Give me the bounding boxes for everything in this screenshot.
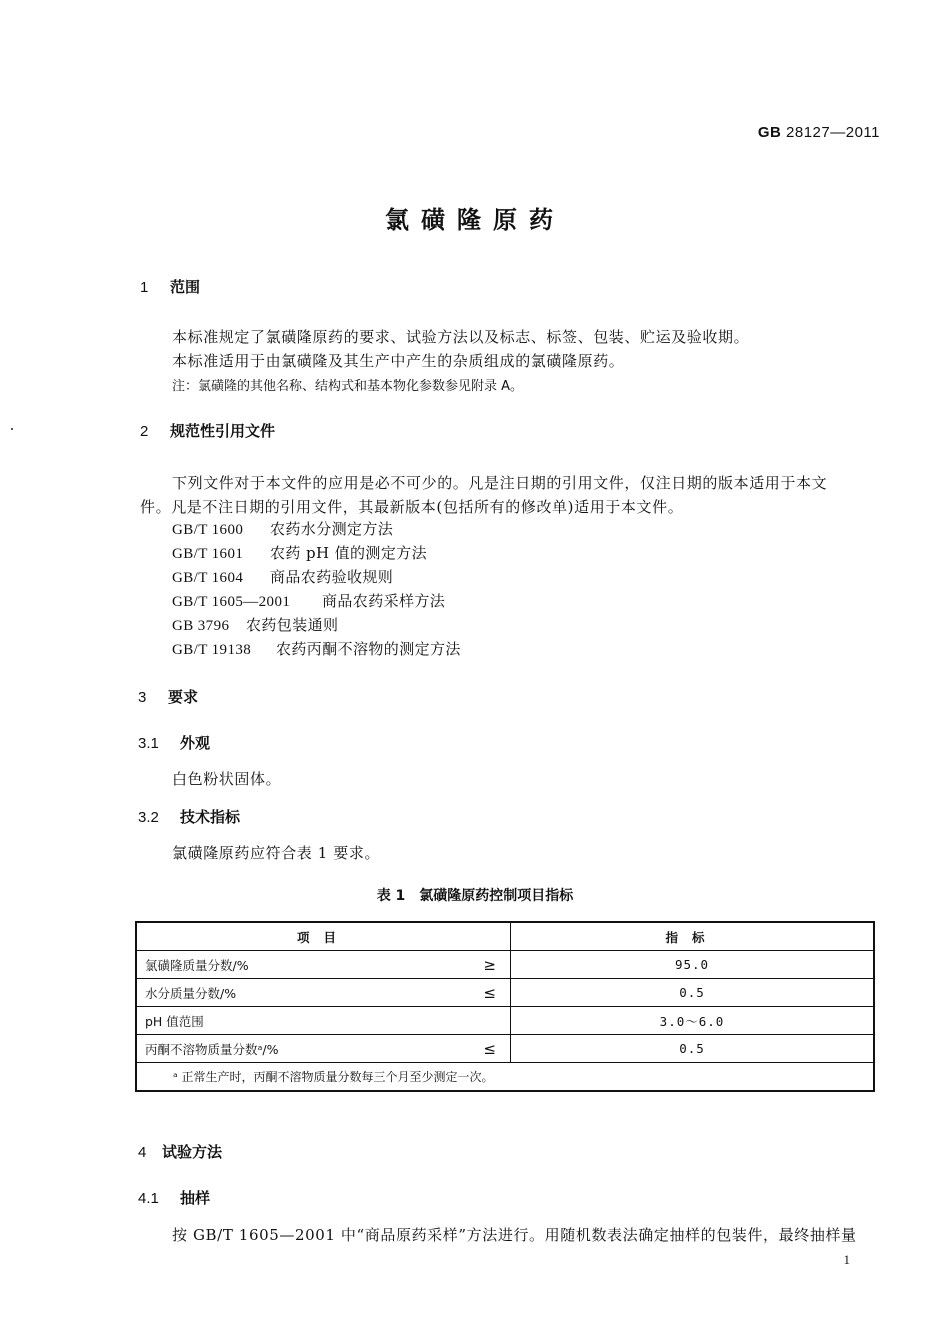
header-item: 项目 [136, 922, 511, 951]
section-1-note: 注：氯磺隆的其他名称、结构式和基本物化参数参见附录 A。 [172, 379, 524, 394]
table-row [136, 979, 874, 1007]
operator-sign: ≤ [483, 1039, 496, 1058]
row-item-cell: 丙酮不溶物质量分数ᵃ/% ≤ [136, 1035, 511, 1063]
table-header-row [136, 922, 874, 951]
section-1-heading: 1 范围 [140, 278, 201, 296]
row-item-cell: 水分质量分数/% ≤ [136, 979, 511, 1007]
section-2-heading: 2 规范性引用文件 [140, 422, 276, 440]
reference-item: GB/T 1601 农药 pH 值的测定方法 [172, 544, 428, 562]
section-4-1-heading: 4.1 抽样 [138, 1189, 211, 1207]
table-footnote: ᵃ 正常生产时，丙酮不溶物质量分数每三个月至少测定一次。 [136, 1063, 874, 1092]
section-1-para-2: 本标准适用于由氯磺隆及其生产中产生的杂质组成的氯磺隆原药。 [172, 352, 625, 370]
operator-sign: ≥ [483, 955, 496, 974]
row-value-cell: 0.5 [511, 1035, 875, 1063]
row-item-cell: 氯磺隆质量分数/% ≥ [136, 951, 511, 979]
scan-speck [11, 428, 13, 430]
table-footnote-row [136, 1063, 874, 1092]
section-3-2-heading: 3.2 技术指标 [138, 808, 241, 826]
page-number: 1 [843, 1252, 850, 1267]
section-4-heading: 4 试验方法 [138, 1143, 223, 1161]
row-value-cell: 95.0 [511, 951, 875, 979]
section-3-1-heading: 3.1 外观 [138, 734, 211, 752]
table-row [136, 951, 874, 979]
section-3-heading: 3 要求 [138, 688, 199, 706]
section-3-1-text: 白色粉状固体。 [172, 770, 282, 788]
operator-sign: ≤ [483, 983, 496, 1002]
section-2-para-line-1: 下列文件对于本文件的应用是必不可少的。凡是注日期的引用文件，仅注日期的版本适用于本文 [172, 474, 828, 492]
section-2-para-line-2: 件。凡是不注日期的引用文件，其最新版本(包括所有的修改单)适用于本文件。 [140, 498, 684, 516]
section-4-1-text: 按 GB/T 1605—2001 中“商品原药采样”方法进行。用随机数表法确定抽样的包装件，最终抽样量 [172, 1226, 857, 1244]
reference-item: GB/T 19138 农药丙酮不溶物的测定方法 [172, 640, 461, 658]
table-row [136, 1007, 874, 1035]
table-row [136, 1035, 874, 1063]
table-caption: 表 1 氯磺隆原药控制项目指标 [376, 888, 574, 904]
row-value-cell: 3.0～6.0 [511, 1007, 875, 1035]
document-title: 氯磺隆原药 [385, 206, 565, 234]
reference-item: GB 3796 农药包装通则 [172, 616, 339, 634]
reference-item: GB/T 1600 农药水分测定方法 [172, 520, 394, 538]
reference-item: GB/T 1604 商品农药验收规则 [172, 568, 394, 586]
section-3-2-text: 氯磺隆原药应符合表 1 要求。 [172, 844, 381, 862]
reference-item: GB/T 1605—2001 商品农药采样方法 [172, 592, 446, 610]
standard-code: 28127—2011 [786, 124, 880, 141]
row-item-cell: pH 值范围 [136, 1007, 511, 1035]
spec-table [135, 921, 875, 1092]
standard-number [758, 124, 880, 141]
header-value: 指标 [511, 922, 875, 951]
section-1-para-1: 本标准规定了氯磺隆原药的要求、试验方法以及标志、标签、包装、贮运及验收期。 [172, 328, 750, 346]
row-value-cell: 0.5 [511, 979, 875, 1007]
standard-prefix: GB [757, 124, 782, 141]
